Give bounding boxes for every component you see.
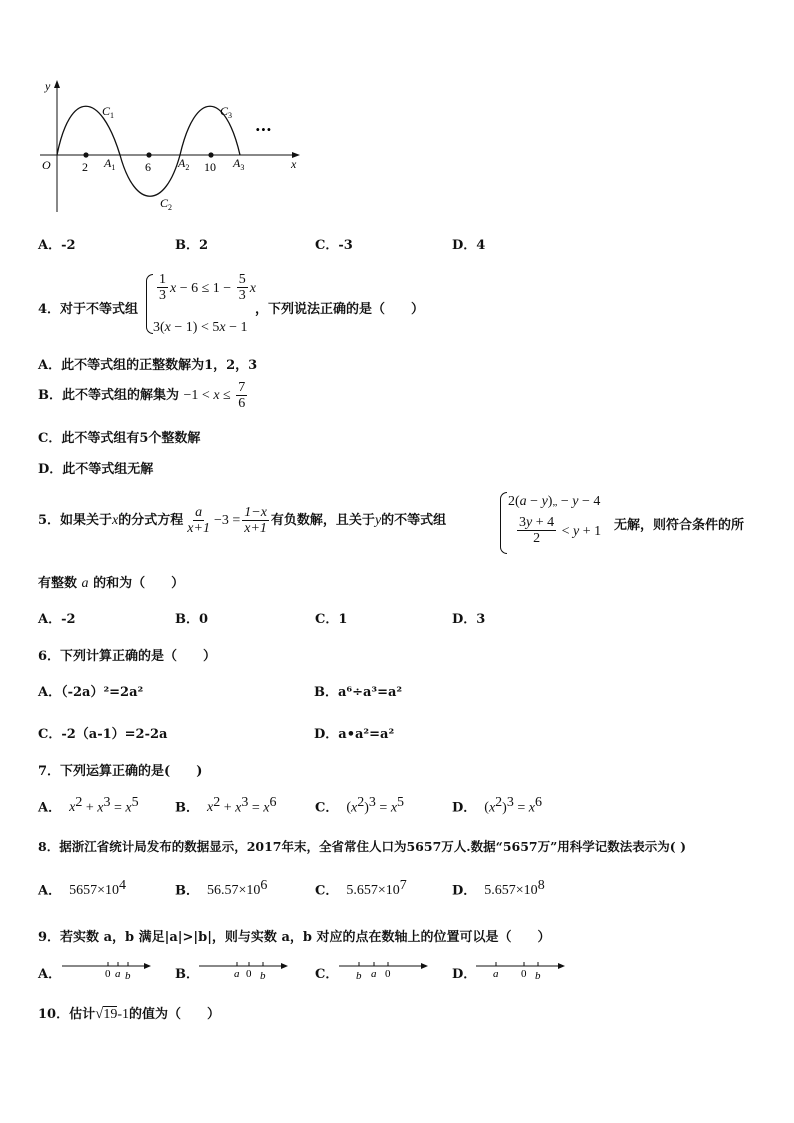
- q6-option-d[interactable]: D．a•a²=a²: [314, 727, 395, 742]
- q5-option-c[interactable]: C．1: [315, 612, 348, 627]
- q4-ineq2: 3(x − 1) < 5x − 1: [153, 320, 248, 335]
- q3-option-c[interactable]: C．-3: [315, 238, 353, 253]
- label-c1: $C_1$: [102, 104, 115, 120]
- q7-stem: 7．下列运算正确的是( ): [38, 764, 203, 779]
- q10-stem: 10．估计√19-1的值为（ ）: [38, 1006, 221, 1022]
- q7-option-a[interactable]: A． $x^2 + x^3 = x^5$: [38, 795, 139, 816]
- svg-text:b: b: [535, 970, 541, 982]
- q9-option-d-numberline[interactable]: [476, 956, 566, 982]
- label-c3: $C_3$: [220, 104, 233, 120]
- wave-curve: [57, 106, 240, 196]
- svg-text:0: 0: [105, 968, 111, 980]
- q8-option-d[interactable]: D． $5.657\times 10^8$: [452, 878, 545, 899]
- label-a1: $A_1$: [104, 156, 116, 172]
- q9-stem: 9．若实数 a，b 满足|a|>|b|，则与实数 a，b 对应的点在数轴上的位置可以是（ ）: [38, 930, 551, 945]
- q5-brace: [500, 492, 507, 554]
- point-2: [83, 152, 88, 157]
- svg-text:0: 0: [246, 968, 252, 980]
- q4-option-d[interactable]: D．此不等式组无解: [38, 462, 154, 477]
- svg-text:0: 0: [521, 968, 527, 980]
- svg-text:a: a: [115, 968, 121, 980]
- x-label: x: [291, 157, 297, 171]
- q3-option-a[interactable]: A．-2: [38, 238, 76, 253]
- wave-graph: [30, 70, 310, 220]
- q8-option-c[interactable]: C． $5.657\times 10^7$: [315, 878, 407, 899]
- q5-line1: 5．如果关于x的分式方程 $\frac{a}{x+1}$ −3 = $\frac{1-x}{x+1}$ 有负数解，且关于y的不等式组: [38, 505, 447, 536]
- q9-option-a-numberline[interactable]: [62, 956, 152, 982]
- q8-option-b[interactable]: B． $56.57\times 10^6$: [175, 878, 268, 899]
- q9-option-c-label[interactable]: C．: [315, 967, 339, 982]
- ellipsis: ···: [255, 120, 272, 139]
- q4-option-c[interactable]: C．此不等式组有5个整数解: [38, 431, 201, 446]
- q4-ineq1: $\frac{1}{3}$ x − 6 ≤ 1 − $\frac{5}{3}$ x: [159, 272, 256, 303]
- q4-stem-prefix: 4．对于不等式组: [38, 302, 139, 317]
- svg-text:a: a: [371, 968, 377, 980]
- q9-option-a-label[interactable]: A．: [38, 967, 62, 982]
- q9-option-c-numberline[interactable]: [339, 956, 429, 982]
- q5-line1-suffix: 无解，则符合条件的所: [614, 518, 745, 533]
- q4-brace: [146, 274, 153, 334]
- y-label: y: [45, 79, 51, 93]
- q5-option-b[interactable]: B．0: [175, 612, 209, 627]
- q9-option-d-label[interactable]: D．: [452, 967, 477, 982]
- q9-option-b-label[interactable]: B．: [175, 967, 199, 982]
- q9-option-b-numberline[interactable]: [199, 956, 289, 982]
- q4-stem-suffix: ，下列说法正确的是（ ）: [255, 302, 425, 317]
- q3-option-b[interactable]: B．2: [175, 238, 209, 253]
- q6-option-c[interactable]: C．-2（a-1）=2-2a: [38, 727, 168, 742]
- q3-option-d[interactable]: D．4: [452, 238, 486, 253]
- q5-ineq1: 2(a − y)„ − y − 4: [508, 494, 601, 509]
- label-c2: $C_2$: [160, 196, 173, 212]
- q5-option-d[interactable]: D．3: [452, 612, 486, 627]
- tick-6: 6: [145, 160, 151, 174]
- q4-option-a[interactable]: A．此不等式组的正整数解为1，2，3: [38, 358, 258, 373]
- svg-text:a: a: [493, 968, 499, 980]
- q7-option-b[interactable]: B． $x^2 + x^3 = x^6$: [175, 795, 277, 816]
- svg-text:0: 0: [385, 968, 391, 980]
- q4-option-b[interactable]: B．此不等式组的解集为 −1 < x ≤ $\frac{7}{6}$: [38, 380, 246, 411]
- q6-option-a[interactable]: A．（-2a）²=2a²: [38, 685, 144, 700]
- q5-line2: 有整数 a 的和为（ ）: [38, 576, 185, 591]
- q5-option-a[interactable]: A．-2: [38, 612, 76, 627]
- point-10: [208, 152, 213, 157]
- label-a2: $A_2$: [178, 156, 190, 172]
- q7-option-c[interactable]: C． $(x^2)^3 = x^5$: [315, 795, 405, 816]
- label-a3: $A_3$: [233, 156, 245, 172]
- svg-text:b: b: [356, 970, 362, 982]
- tick-10: 10: [204, 160, 216, 174]
- q7-option-d[interactable]: D． $(x^2)^3 = x^6$: [452, 795, 542, 816]
- q5-ineq2: $\frac{3y + 4}{2}$ < y + 1: [519, 515, 602, 546]
- q8-option-a[interactable]: A． $5657\times 10^4$: [38, 878, 126, 899]
- svg-text:b: b: [260, 970, 266, 982]
- svg-text:b: b: [125, 970, 131, 982]
- origin-label: O: [42, 158, 51, 172]
- q8-stem: 8．据浙江省统计局发布的数据显示，2017年末，全省常住人口为5657万人.数据“5657万”用科学记数法表示为( ): [38, 839, 686, 854]
- y-axis-arrow: [54, 80, 60, 88]
- tick-2: 2: [82, 160, 88, 174]
- q6-option-b[interactable]: B．a⁶÷a³=a²: [314, 685, 403, 700]
- q6-stem: 6．下列计算正确的是（ ）: [38, 649, 217, 664]
- svg-text:a: a: [234, 968, 240, 980]
- point-6: [146, 152, 151, 157]
